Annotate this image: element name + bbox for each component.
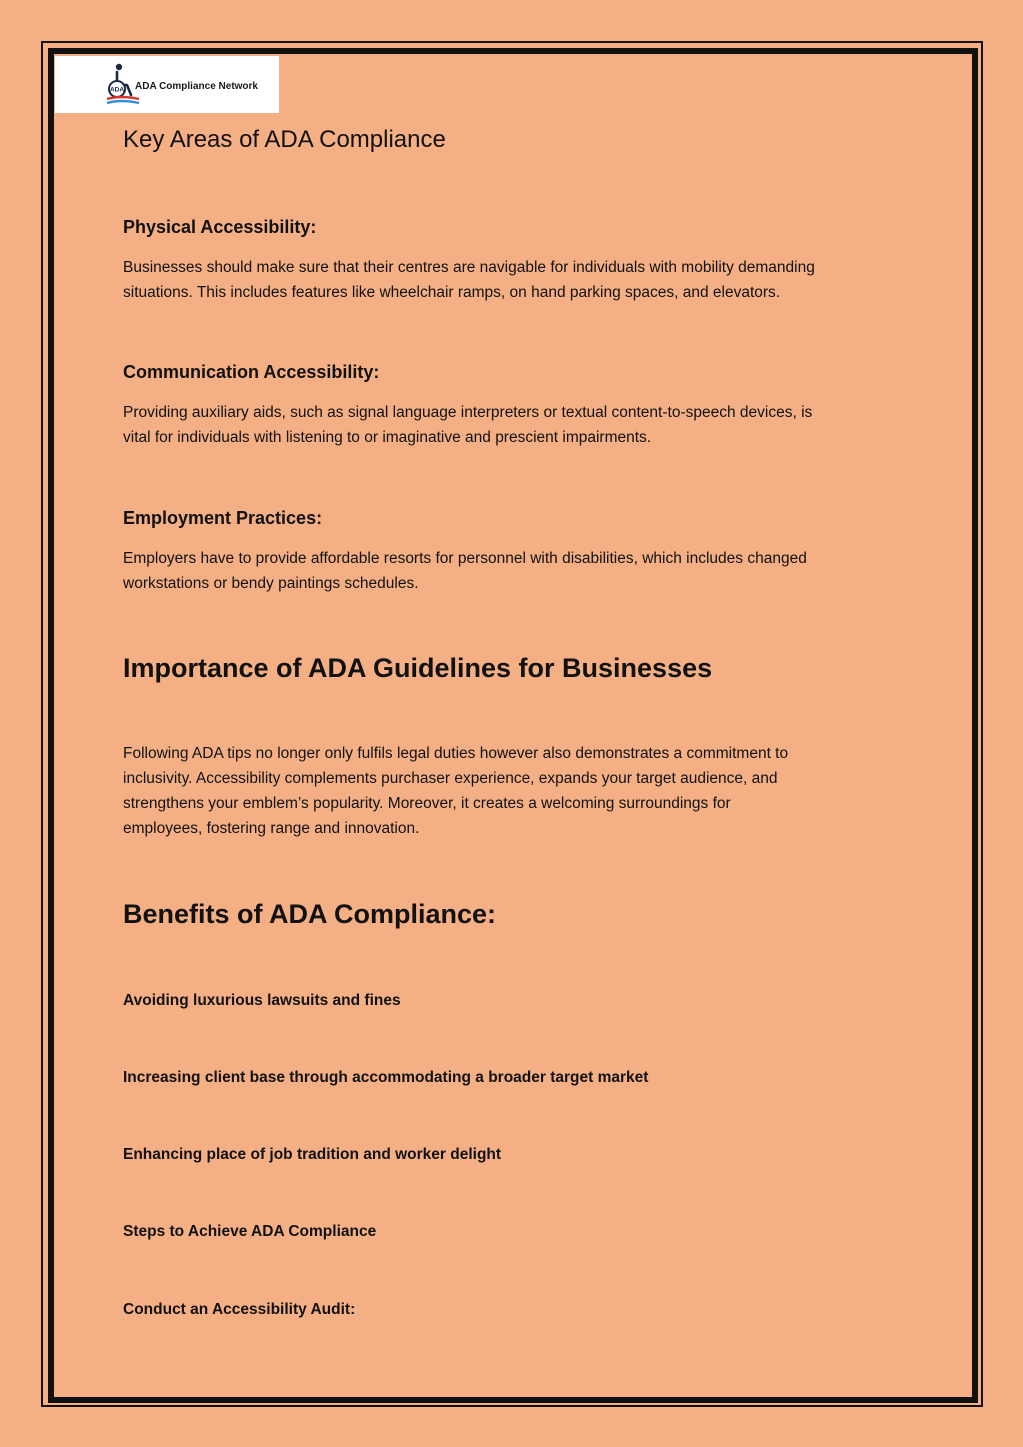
physical-accessibility-heading: Physical Accessibility: [123, 217, 317, 237]
benefit-item: Increasing client base through accommodating a broader target market [123, 1069, 649, 1086]
physical-accessibility-line-2: situations. This includes features like wheelchair ramps, on hand parking spaces, and elevators. [123, 284, 781, 301]
employment-practices-heading: Employment Practices: [123, 508, 323, 528]
page-border-inner [48, 48, 978, 1403]
importance-line-3: strengthens your emblem’s popularity. Moreover, it creates a welcoming surroundings for [123, 795, 731, 812]
benefit-item: Avoiding luxurious lawsuits and fines [123, 992, 401, 1009]
key-areas-title: Key Areas of ADA Compliance [123, 126, 446, 153]
communication-accessibility-heading: Communication Accessibility: [123, 362, 380, 382]
logo [55, 56, 279, 113]
steps-heading: Steps to Achieve ADA Compliance [123, 1223, 377, 1240]
communication-accessibility-line-1: Providing auxiliary aids, such as signal language interpreters or textual content-to-speech devices, is [123, 404, 813, 421]
importance-line-1: Following ADA tips no longer only fulfils legal duties however also demonstrates a commitment to [123, 745, 789, 762]
employment-practices-line-1: Employers have to provide affordable resorts for personnel with disabilities, which includes changed [123, 550, 807, 567]
accessibility-audit-heading: Conduct an Accessibility Audit: [123, 1301, 356, 1318]
benefit-item: Enhancing place of job tradition and worker delight [123, 1146, 502, 1163]
importance-line-4: employees, fostering range and innovation. [123, 820, 420, 837]
employment-practices-line-2: workstations or bendy paintings schedules. [123, 575, 419, 592]
communication-accessibility-line-2: vital for individuals with listening to or imaginative and prescient impairments. [123, 429, 652, 446]
physical-accessibility-line-1: Businesses should make sure that their centres are navigable for individuals with mobility demanding [123, 259, 815, 276]
importance-title: Importance of ADA Guidelines for Businesses [123, 653, 713, 683]
logo-text: ADA Compliance Network [135, 81, 258, 92]
importance-line-2: inclusivity. Accessibility complements purchaser experience, expands your target audience, and [123, 770, 778, 787]
logo-mark-text: ADA [109, 86, 125, 94]
benefits-title: Benefits of ADA Compliance: [123, 899, 497, 929]
